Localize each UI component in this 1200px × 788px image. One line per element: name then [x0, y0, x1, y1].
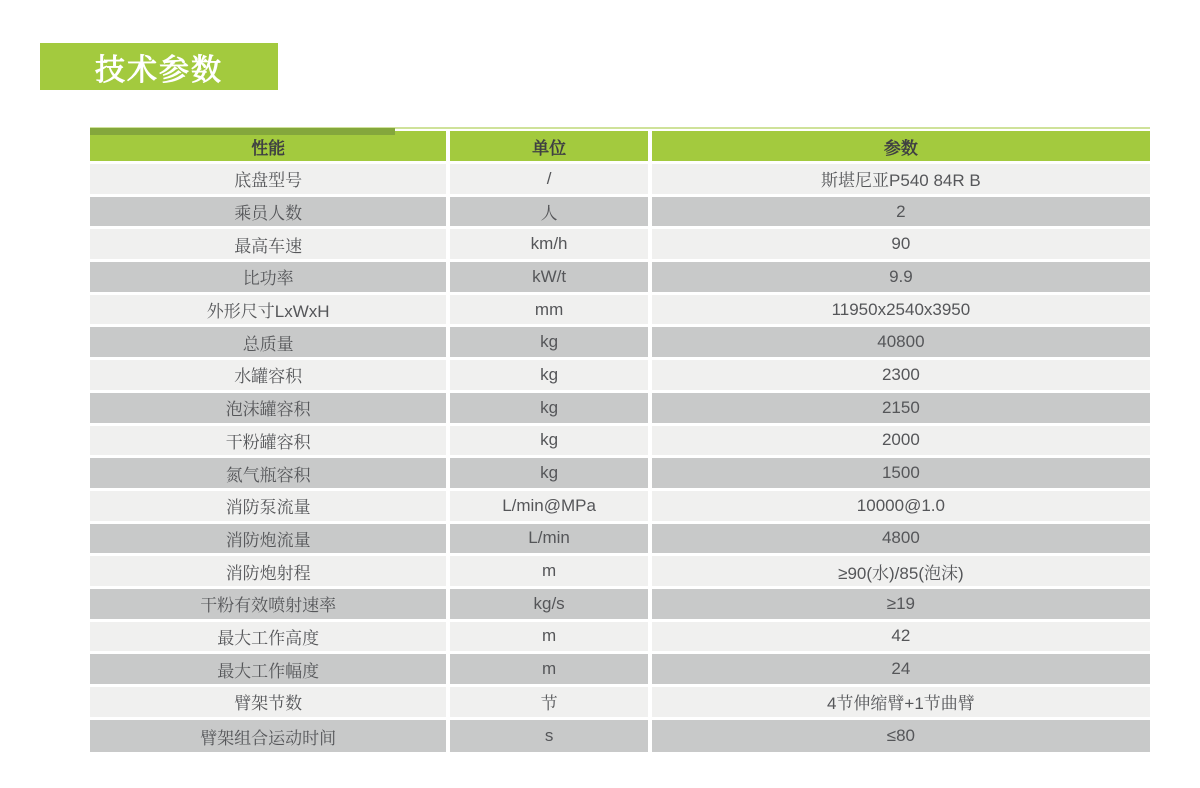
spec-unit-cell: kg/s — [450, 589, 651, 622]
table-row — [90, 556, 1150, 589]
spec-name-cell: 干粉罐容积 — [90, 426, 450, 459]
spec-value-cell: 2 — [652, 197, 1150, 230]
spec-name-cell: 干粉有效喷射速率 — [90, 589, 450, 622]
spec-value-cell: 24 — [652, 654, 1150, 687]
table-row — [90, 426, 1150, 459]
spec-name-cell: 最大工作高度 — [90, 622, 450, 655]
spec-unit-cell: m — [450, 622, 651, 655]
spec-unit-cell: mm — [450, 295, 651, 328]
table-row — [90, 720, 1150, 753]
spec-name-cell: 消防炮流量 — [90, 524, 450, 557]
table-row — [90, 687, 1150, 720]
spec-value-cell: 10000@1.0 — [652, 491, 1150, 524]
spec-name-cell: 消防泵流量 — [90, 491, 450, 524]
spec-unit-cell: s — [450, 720, 651, 753]
spec-value-cell: 9.9 — [652, 262, 1150, 295]
spec-unit-cell: 人 — [450, 197, 651, 230]
spec-name-cell: 总质量 — [90, 327, 450, 360]
header-cell-parameter: 参数 — [652, 131, 1150, 164]
title-badge — [40, 43, 278, 90]
table-row — [90, 524, 1150, 557]
table-row — [90, 360, 1150, 393]
spec-unit-cell: kg — [450, 360, 651, 393]
table-row — [90, 164, 1150, 197]
spec-value-cell: 1500 — [652, 458, 1150, 491]
spec-unit-cell: / — [450, 164, 651, 197]
table-row — [90, 458, 1150, 491]
spec-name-cell: 外形尺寸LxWxH — [90, 295, 450, 328]
accent-bar — [90, 128, 395, 135]
spec-value-cell: 4节伸缩臂+1节曲臂 — [652, 687, 1150, 720]
spec-unit-cell: m — [450, 654, 651, 687]
spec-name-cell: 比功率 — [90, 262, 450, 295]
table-row — [90, 327, 1150, 360]
spec-name-cell: 水罐容积 — [90, 360, 450, 393]
spec-name-cell: 消防炮射程 — [90, 556, 450, 589]
table-row — [90, 197, 1150, 230]
spec-name-cell: 最高车速 — [90, 229, 450, 262]
spec-name-cell: 乘员人数 — [90, 197, 450, 230]
header-cell-unit: 单位 — [450, 131, 651, 164]
spec-table-container — [90, 131, 1150, 752]
spec-unit-cell: m — [450, 556, 651, 589]
spec-unit-cell: L/min — [450, 524, 651, 557]
spec-unit-cell: km/h — [450, 229, 651, 262]
spec-value-cell: 2150 — [652, 393, 1150, 426]
spec-name-cell: 泡沫罐容积 — [90, 393, 450, 426]
spec-name-cell: 臂架节数 — [90, 687, 450, 720]
table-row — [90, 393, 1150, 426]
table-row — [90, 262, 1150, 295]
spec-value-cell: ≥19 — [652, 589, 1150, 622]
spec-value-cell: 2300 — [652, 360, 1150, 393]
spec-name-cell: 氮气瓶容积 — [90, 458, 450, 491]
table-row — [90, 491, 1150, 524]
spec-value-cell: 11950x2540x3950 — [652, 295, 1150, 328]
spec-value-cell: ≤80 — [652, 720, 1150, 753]
header-cell-performance: 性能 — [90, 131, 450, 164]
spec-name-cell: 最大工作幅度 — [90, 654, 450, 687]
spec-value-cell: 2000 — [652, 426, 1150, 459]
header-row — [90, 131, 1150, 164]
spec-name-cell: 底盘型号 — [90, 164, 450, 197]
spec-name-cell: 臂架组合运动时间 — [90, 720, 450, 753]
spec-unit-cell: kg — [450, 393, 651, 426]
table-row — [90, 654, 1150, 687]
spec-unit-cell: L/min@MPa — [450, 491, 651, 524]
spec-value-cell: 40800 — [652, 327, 1150, 360]
spec-value-cell: 90 — [652, 229, 1150, 262]
spec-unit-cell: kg — [450, 458, 651, 491]
table-row — [90, 622, 1150, 655]
spec-value-cell: 斯堪尼亚P540 84R B — [652, 164, 1150, 197]
table-row — [90, 229, 1150, 262]
spec-unit-cell: kg — [450, 327, 651, 360]
table-row — [90, 295, 1150, 328]
spec-value-cell: ≥90(水)/85(泡沫) — [652, 556, 1150, 589]
spec-unit-cell: kW/t — [450, 262, 651, 295]
spec-table — [90, 131, 1150, 752]
spec-unit-cell: kg — [450, 426, 651, 459]
spec-unit-cell: 节 — [450, 687, 651, 720]
page-title: 技术参数 — [95, 53, 223, 87]
spec-value-cell: 4800 — [652, 524, 1150, 557]
spec-value-cell: 42 — [652, 622, 1150, 655]
table-row — [90, 589, 1150, 622]
